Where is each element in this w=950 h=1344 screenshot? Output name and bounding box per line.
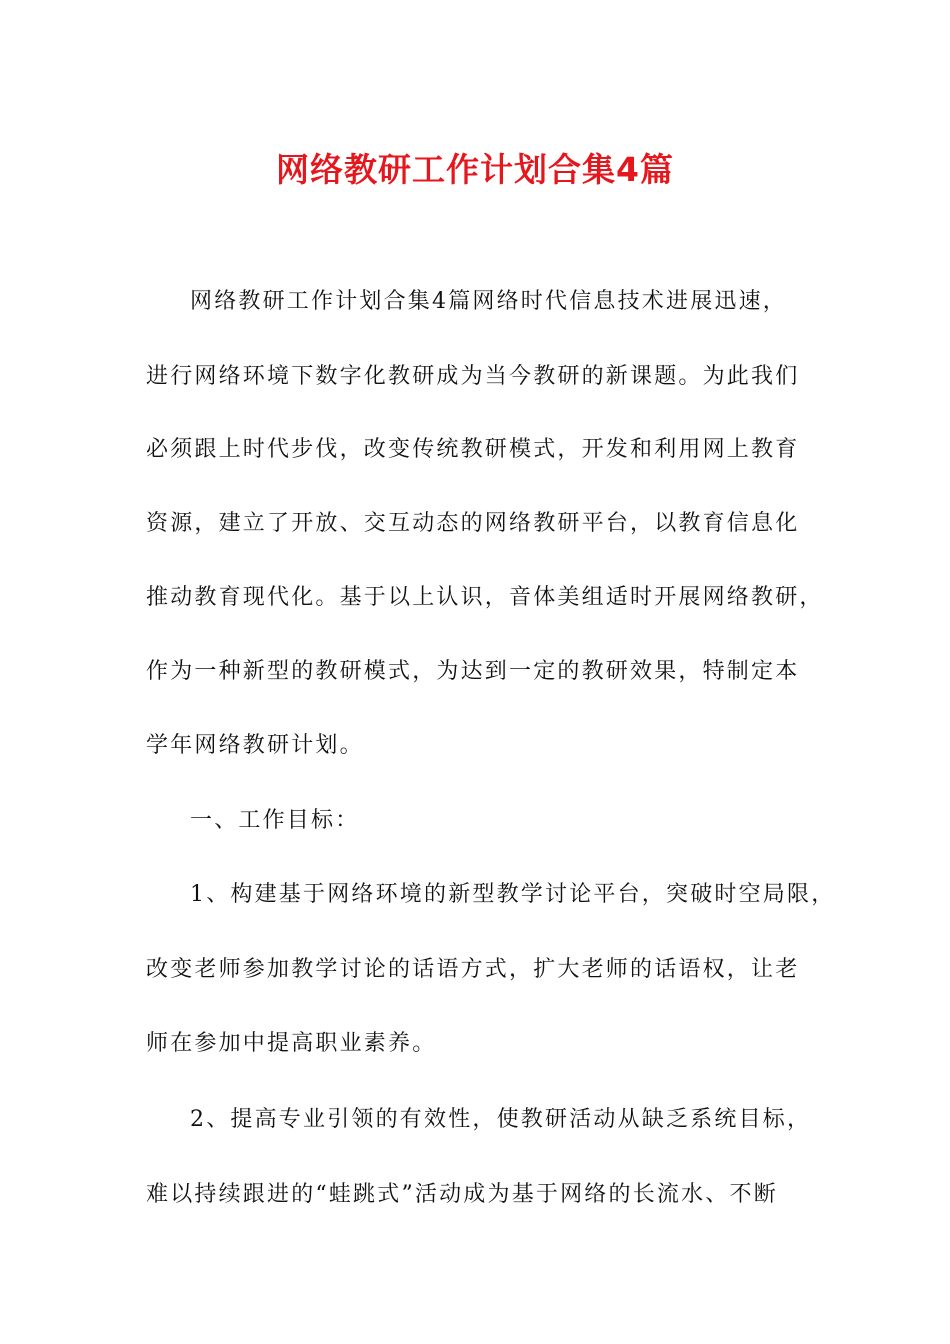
paragraph-line: 资源，建立了开放、交互动态的网络教研平台，以教育信息化 [146,511,800,536]
paragraph-line: 1、构建基于网络环境的新型教学讨论平台，突破时空局限， [190,882,836,907]
paragraph-line: 进行网络环境下数字化教研成为当今教研的新课题。为此我们 [146,364,800,389]
paragraph-line: 作为一种新型的教研模式，为达到一定的教研效果，特制定本 [146,659,800,684]
paragraph-line: 推动教育现代化。基于以上认识，音体美组适时开展网络教研， [146,585,824,610]
paragraph-line: 网络教研工作计划合集4篇网络时代信息技术进展迅速， [190,289,787,314]
section-heading: 一、工作目标： [190,808,360,833]
document-title: 网络教研工作计划合集4篇 [276,150,674,189]
paragraph-line: 师在参加中提高职业素养。 [146,1031,437,1056]
paragraph-line: 难以持续跟进的“蛙跳式”活动成为基于网络的长流水、不断 [146,1182,778,1207]
paragraph-line: 2、提高专业引领的有效性，使教研活动从缺乏系统目标， [190,1107,812,1132]
paragraph-line: 改变老师参加教学讨论的话语方式，扩大老师的话语权，让老 [146,957,800,982]
paragraph-line: 学年网络教研计划。 [146,733,364,758]
paragraph-line: 必须跟上时代步伐，改变传统教研模式，开发和利用网上教育 [146,437,800,462]
